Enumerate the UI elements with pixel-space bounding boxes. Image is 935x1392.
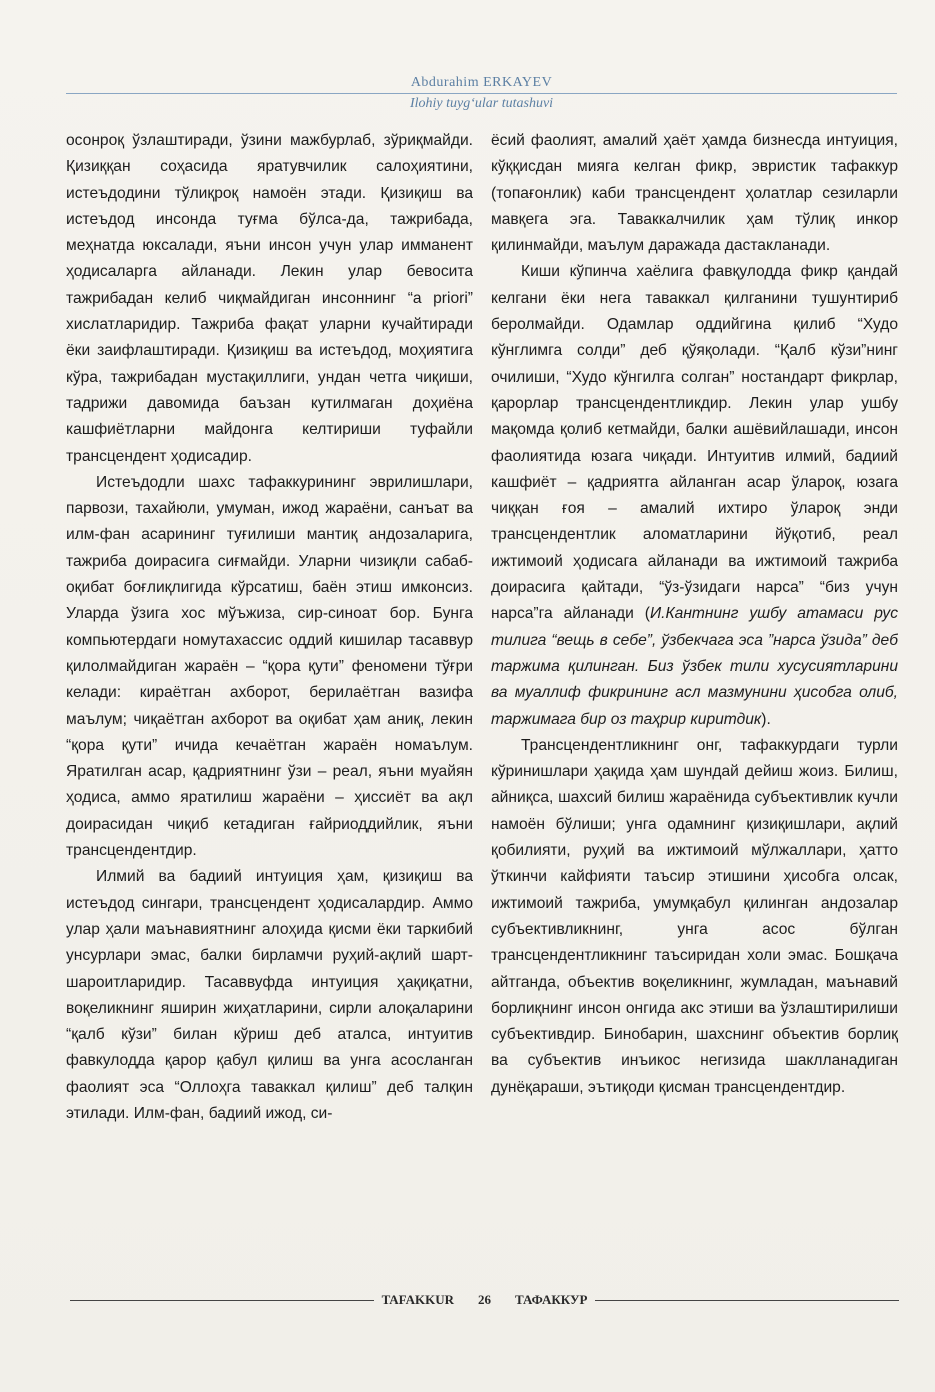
footer-rule-left bbox=[70, 1300, 374, 1301]
translator-note: И.Кантнинг ушбу атамаси рус тилига “вещь в себе”, ўзбекчага эса ”нарса ўзида” деб таржима қилинган. Биз ўзбек тили хусусиятларини ва муаллиф фикрининг асл мазмунини ҳисобга олиб, таржимага бир оз таҳрир киритдик bbox=[491, 605, 898, 728]
right-column bbox=[491, 128, 898, 1268]
paragraph-with-note bbox=[491, 259, 898, 732]
text-columns bbox=[66, 128, 898, 1268]
running-header bbox=[66, 74, 897, 113]
paragraph-text: Киши кўпинча хаёлига фавқулодда фикр қандай келгани ёки нега таваккал қилганини тушунтириб беролмайди. Одамлар оддийгина қилиб “Худо кўнглимга солди” деб қўяқолади. “Қалб кўзи”нинг очилиши, “Худо кўнгилга солган” ностандарт фикрлар, қарорлар трансцендентликдир. Лекин улар ушбу мақомда қолиб кетмайди, балки ашёвийлашади, инсон фаолиятида юзага чиқади. Интуитив илмий, бадиий кашфиёт – қадриятга айланган асар ўлароқ, юзага чиққан ғоя – амалий ихтиро ўлароқ энди трансцендентлик аломатларини йўқотиб, реал ижтимоий ҳодисага айланади ва ижтимоий тажриба доирасига қайтади, “ўз-ўзидаги нарса” “биз учун нарса”га айланади ( bbox=[491, 263, 898, 623]
header-rule bbox=[66, 93, 897, 94]
paragraph: ёсий фаолият, амалий ҳаёт ҳамда бизнесда интуиция, кўққисдан мияга келган фикр, эвристик тафаккур (топағонлик) каби трансцендент ҳолатлар сезиларли мавқега эга. Таваккалчилик ҳам тўлиқ инкор қилинмайди, маълум даражада дастакланади. bbox=[491, 132, 898, 255]
header-author: Abdurahim ERKAYEV bbox=[410, 75, 553, 90]
paragraph-end: ). bbox=[761, 710, 771, 728]
header-subtitle: Ilohiy tuyg‘ular tutashuvi bbox=[409, 96, 554, 111]
footer-journal-latin: TAFAKKUR bbox=[381, 1292, 455, 1307]
page-number: 26 bbox=[478, 1292, 492, 1307]
running-footer bbox=[70, 1292, 899, 1308]
paragraph: осонроқ ўзлаштиради, ўзини мажбурлаб, зўриқмайди. Қизиққан соҳасида яратувчилик салоҳиятини, истеъдодини тўлиқроқ намоён этади. Қизиқиш ва истеъдод инсонда туғма бўлса-да, тажрибада, меҳнатда юксалади, яъни инсон учун улар имманент ҳодисаларга айланади. Лекин улар бевосита тажрибадан келиб чиқмайдиган инсоннинг “a priori” хислатларидир. Тажриба фақат уларни кучайтиради ёки заифлаштиради. Қизиқиш ва истеъдод, моҳиятига кўра, тажрибадан мустақиллиги, ундан четга чиқиши, тадрижи давомида баъзан кутилмаган доҳиёна кашфиётларни майдонга келтириши туфайли трансцендент ҳодисадир. bbox=[66, 132, 473, 465]
footer-rule-right bbox=[595, 1300, 899, 1301]
paragraph: Трансцендентликнинг онг, тафаккурдаги турли кўринишлари ҳақида ҳам шундай дейиш жоиз. Билиш, айниқса, шахсий билиш жараёнида субъективлик кучли намоён бўлиши; унга одамнинг қизиқишлари, ақлий қобилияти, руҳий ва ижтимоий мўлжаллари, ҳатто ўткинчи кайфияти таъсир этишини ҳисобга олсак, ижтимоий тажриба, умумқабул қилинган андозалар субъективликнинг, унга асос бўлган трансцендентликнинг таъсиридан холи эмас. Бошқача айтганда, объектив воқеликнинг, жумладан, маънавий борлиқнинг инсон онгида акс этиши ва ўзлаштирилиши субъективдир. Бинобарин, шахснинг объектив борлиқ ва субъектив инъикос негизида шаклланадиган дунёқараши, эътиқоди қисман трансцендентдир. bbox=[491, 736, 898, 1096]
paragraph: Истеъдодли шахс тафаккурининг эврилишлари, парвози, тахайюли, умуман, ижод жараёни, санъат ва илм-фан асарининг туғилиши мантиқ андозаларига, тажриба доирасига сиғмайди. Уларни чизиқли сабаб-оқибат боғлиқлигида кўрсатиш, баён этиш имконсиз. Уларда ўзига хос мўъжиза, сир-синоат бор. Бунга компьютердаги номутахассис оддий кишилар тасаввур қилолмайдиган жараён – “қора қути” феномени тўғри келади: кираётган ахборот, берилаётган вазифа маълум; чиқаётган ахборот ва оқибат ҳам аниқ, лекин “қора қути” ичида кечаётган жараён номаълум. Яратилган асар, қадриятнинг ўзи – реал, яъни муайян ҳодиса, аммо яратилиш жараёни – ҳиссиёт ва ақл доирасидан чиқиб кетадиган ғайриоддийлик, яъни трансцендентдир. bbox=[66, 473, 473, 860]
paragraph: Илмий ва бадиий интуиция ҳам, қизиқиш ва истеъдод сингари, трансцендент ҳодисалардир. Аммо улар ҳали маънавиятнинг алоҳида қисми ёки таркибий унсурлари эмас, балки бирламчи руҳий-ақлий шарт-шароитларидир. Тасаввуфда интуиция ҳақиқатни, воқеликнинг яширин жиҳатларини, сирли алоқаларини “қалб кўзи” билан кўриш деб аталса, интуитив фавкулодда қарор қабул қилиш ва унга асосланган фаолият эса “Оллоҳга таваккал қилиш” деб талқин этилади. Илм-фан, бадиий ижод, си- bbox=[66, 868, 473, 1122]
footer-journal-cyrillic: ТАФАККУР bbox=[515, 1292, 588, 1307]
left-column bbox=[66, 128, 473, 1268]
